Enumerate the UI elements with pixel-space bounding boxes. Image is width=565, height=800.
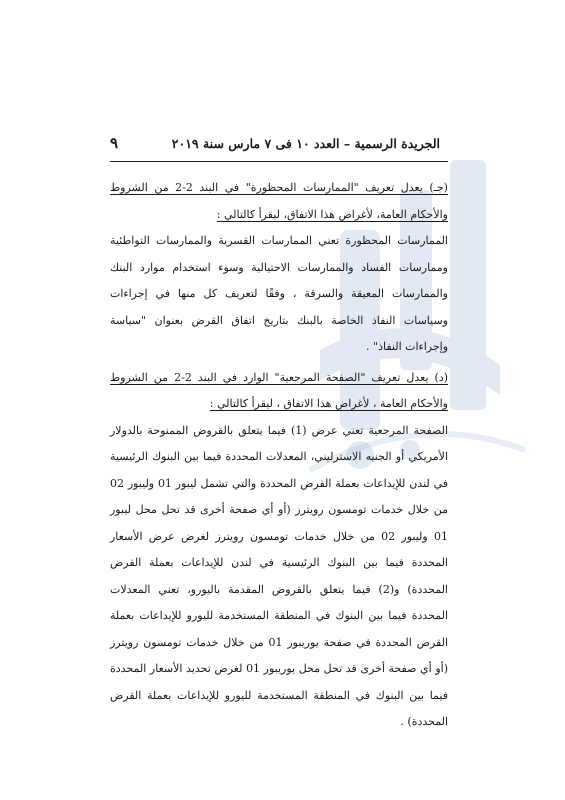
section-d-body: الصفحة المرجعية تعني عرض (1) فيما يتعلق بالقروض الممنوحة بالدولار الأمريكي أو الجنيه الاسترليني، المعدلات المحددة فيما بين البنوك الرئيسية في لندن للإيداعات بعملة القرض المحددة والتي تشمل ليبور 01 وليبور 02 من خلال خدمات تومسون رويترز (أو أي صفحة أخرى قد تحل محل ليبور 01 وليبور 02 من خلال خدمات تومسون رويترز لغرض عرض الأسعار المحددة فيما بين البنوك الرئيسية في لندن للإيداعات بعملة القرض المحددة) و(2) فيما يتعلق بالقروض المقدمة باليورو، تعني المعدلات المحددة فيما بين البنوك في المنطقة المستخدمة لليورو للإيداعات بعملة القرض المحددة في صفحة يوريبور 01 من خلال خدمات تومسون رويترز (أو أي صفحة أخرى قد تحل محل يوريبور 01 لغرض تحديد الأسعار المحددة فيما بين البنوك في المنطقة المستخدمة لليورو للإيداعات بعملة القرض المحددة) . [110,423,449,728]
journal-header-title: الجريدة الرسمية – العدد ١٠ فى ٧ مارس سنة ٢٠١٩ [171,135,440,151]
header-divider [110,161,448,162]
document-body [110,175,448,736]
section-c-body: الممارسات المحظورة تعني الممارسات القسرية والممارسات التواطئية وممارسات الفساد والممارسات الاحتيالية وسوء استخدام موارد البنك والممارسات المعيقة والسرقة ، وفقًا لتعريف كل منها في إجراءات وسياسات النفاذ الخاصة بالبنك بتاريخ اتفاق القرض بعنوان "سياسة وإجراءات النفاذ" . [110,234,448,353]
section-c-intro: (جـ) يعدل تعريف "الممارسات المحظورة" في البند 2-2 من الشروط والأحكام العامة، لأغراض هذا الاتفاق، ليقرأ كالتالي : [110,181,448,221]
page-number: ٩ [110,134,119,152]
page-header [110,128,440,158]
section-d-intro: (د) يعدل تعريف "الصفحة المرجعية" الوارد في البند 2-2 من الشروط والأحكام العامة ، لأغراض هذا الاتفاق ، ليقرأ كالتالي : [110,370,448,410]
